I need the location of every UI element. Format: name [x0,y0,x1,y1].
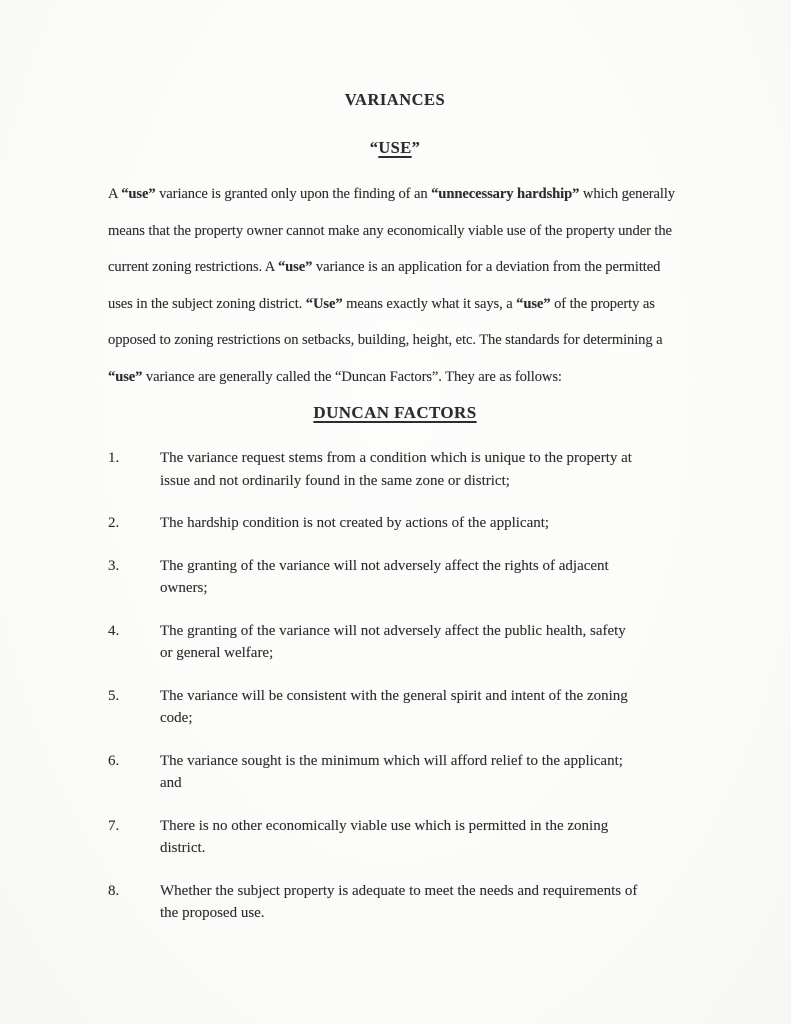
intro-segment-bold: “use” [108,368,143,385]
intro-segment: which generally means that the property owner cannot make any economically viable use of the property under the current zoning restrictions. A [108,186,675,275]
factor-number: 3. [108,557,120,574]
factors-list [108,447,682,925]
intro-segment: variance are generally called the “Duncan Factors”. They are as follows: [142,368,562,385]
factor-text: The variance will be consistent with the general spirit and intent of the zoning code; [160,687,628,726]
intro-segment: means exactly what it says, a [342,295,517,312]
factor-item-8 [108,880,682,925]
factor-item-3 [108,555,682,600]
factor-text: The variance request stems from a condition which is unique to the property at issue and not ordinarily found in the same zone or district; [160,450,632,489]
factor-number: 1. [108,450,120,466]
doc-subtitle [108,138,682,158]
intro-segment-bold: “use” [121,186,156,202]
factor-item-5 [108,685,682,730]
factor-item-1 [108,447,682,492]
factor-number: 2. [108,515,120,531]
intro-segment: variance is granted only upon the finding of an [155,186,432,202]
factor-item-2 [108,512,682,535]
factor-text: The granting of the variance will not adversely affect the rights of adjacent owners; [160,557,609,596]
factor-item-4 [108,620,682,665]
intro-segment: A [108,186,122,202]
intro-segment: of the property as opposed to zoning restrictions on setbacks, building, height, etc. The standards for determining a [108,295,663,348]
factor-item-6 [108,750,682,795]
factor-text: The granting of the variance will not adversely affect the public health, safety or general welfare; [160,622,626,661]
factor-text: Whether the subject property is adequate to meet the needs and requirements of the proposed use. [160,882,638,921]
factor-number: 8. [108,882,120,899]
factor-number: 5. [108,687,120,704]
factor-item-7 [108,815,682,860]
subtitle-word: USE [378,138,412,157]
intro-segment-bold: “Use” [305,295,343,312]
factor-number: 7. [108,817,120,834]
subtitle-close-quote: ” [411,138,421,157]
intro-paragraph [108,176,682,395]
factor-text: The variance sought is the minimum which will afford relief to the applicant; and [160,752,623,791]
doc-title: VARIANCES [344,90,446,109]
intro-segment-bold: “use” [277,259,313,275]
factor-number: 6. [108,752,120,769]
section-heading: DUNCAN FACTORS [313,403,477,422]
factor-text: The hardship condition is not created by actions of the applicant; [160,515,550,531]
factor-number: 4. [108,622,120,639]
intro-segment-bold: “use” [516,295,551,312]
factor-text: There is no other economically viable use which is permitted in the zoning district. [160,817,609,856]
intro-segment-bold: “unnecessary hardship” [431,186,580,202]
subtitle-open-quote: “ [369,138,379,157]
intro-segment: variance is an application for a deviation from the permitted uses in the subject zoning district. [108,259,661,312]
